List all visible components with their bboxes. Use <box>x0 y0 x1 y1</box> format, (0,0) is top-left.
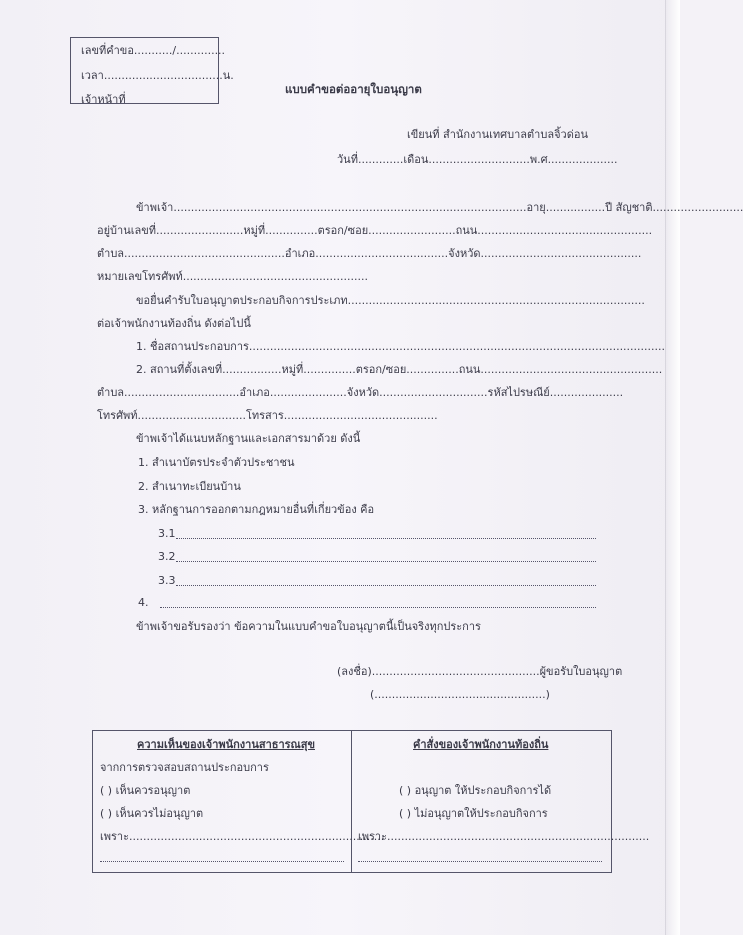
document-item-4: 4. <box>138 596 149 609</box>
health-reason: เพราะ......................................................................... <box>100 830 385 843</box>
applicant-line1: ข้าพเจ้า.....................................................................................................อายุ.................ปี สัญชาติ.......................... <box>136 201 743 214</box>
business-name: 1. ชื่อสถานประกอบการ....................................................................................................................... <box>136 340 666 353</box>
dotted-line <box>358 861 602 862</box>
request-no: เลขที่คำขอ.........../.............. <box>81 44 226 57</box>
dotted-line <box>176 585 596 586</box>
certify-statement: ข้าพเจ้าขอรับรองว่า ข้อความในแบบคำขอใบอนุญาตนี้เป็นจริงทุกประการ <box>136 620 481 633</box>
local-deny-option[interactable]: ( ) ไม่อนุญาตให้ประกอบกิจการ <box>399 807 548 820</box>
document-item-3: 3. หลักฐานการออกตามกฎหมายอื่นที่เกี่ยวข้อง คือ <box>138 503 375 516</box>
document-sub-3-1: 3.1 <box>158 527 176 540</box>
health-inspection: จากการตรวจสอบสถานประกอบการ <box>100 761 269 774</box>
form-date: วันที่.............เดือน.............................พ.ศ.................... <box>337 153 618 166</box>
dotted-line <box>176 561 596 562</box>
signature-line: (ลงชื่อ)................................................ผู้ขอรับใบอนุญาต <box>337 665 623 678</box>
dotted-line <box>160 607 596 608</box>
local-reason: เพราะ........................................................................... <box>358 830 650 843</box>
business-phone: โทรศัพท์...............................โทรสาร............................................ <box>97 409 438 422</box>
request-stamp-box <box>70 37 234 106</box>
paper-edge <box>665 0 680 935</box>
written-at: เขียนที่ สำนักงานเทศบาลตำบลจิ้วด่อน <box>407 128 588 141</box>
to-officer-line: ต่อเจ้าพนักงานท้องถิ่น ดังต่อไปนี้ <box>97 317 251 330</box>
document-sub-3-2: 3.2 <box>158 550 176 563</box>
document-sub-3-3: 3.3 <box>158 574 176 587</box>
officer-opinion-table <box>92 730 650 873</box>
table-divider <box>351 731 352 872</box>
local-approve-option[interactable]: ( ) อนุญาต ให้ประกอบกิจการได้ <box>399 784 552 797</box>
signature-name: (.................................................) <box>370 688 550 701</box>
applicant-line3: ตำบล..............................................อำเภอ......................................จังหวัด.............................................. <box>97 247 642 260</box>
business-district: ตำบล.................................อำเภอ......................จังหวัด...............................รหัสไปรษณีย์..................... <box>97 386 624 399</box>
health-officer-heading: ความเห็นของเจ้าพนักงานสาธารณสุข <box>137 738 315 751</box>
request-time: เวลา..................................น. <box>81 69 234 82</box>
dotted-line <box>176 538 596 539</box>
request-officer: เจ้าหน้าที่ <box>81 93 126 106</box>
document-item-1: 1. สำเนาบัตรประจำตัวประชาชน <box>138 456 295 469</box>
dotted-line <box>100 861 344 862</box>
form-title: แบบคำขอต่ออายุใบอนุญาต <box>285 82 422 96</box>
applicant-line2: อยู่บ้านเลขที่.........................หมู่ที่...............ตรอก/ซอย.........................ถนน.................................................. <box>97 224 653 237</box>
business-address: 2. สถานที่ตั้งเลขที่.................หมู่ที่...............ตรอก/ซอย...............ถนน.................................................... <box>136 363 663 376</box>
health-deny-option[interactable]: ( ) เห็นควรไม่อนุญาต <box>100 807 204 820</box>
local-officer-heading: คำสั่งของเจ้าพนักงานท้องถิ่น <box>413 738 549 751</box>
request-type-line: ขอยื่นคำรับใบอนุญาตประกอบกิจการประเภท..................................................................................... <box>136 294 645 307</box>
health-approve-option[interactable]: ( ) เห็นควรอนุญาต <box>100 784 191 797</box>
document-item-2: 2. สำเนาทะเบียนบ้าน <box>138 480 241 493</box>
documents-intro: ข้าพเจ้าได้แนบหลักฐานและเอกสารมาด้วย ดังนี้ <box>136 432 361 445</box>
applicant-phone: หมายเลขโทรศัพท์..................................................... <box>97 270 369 283</box>
